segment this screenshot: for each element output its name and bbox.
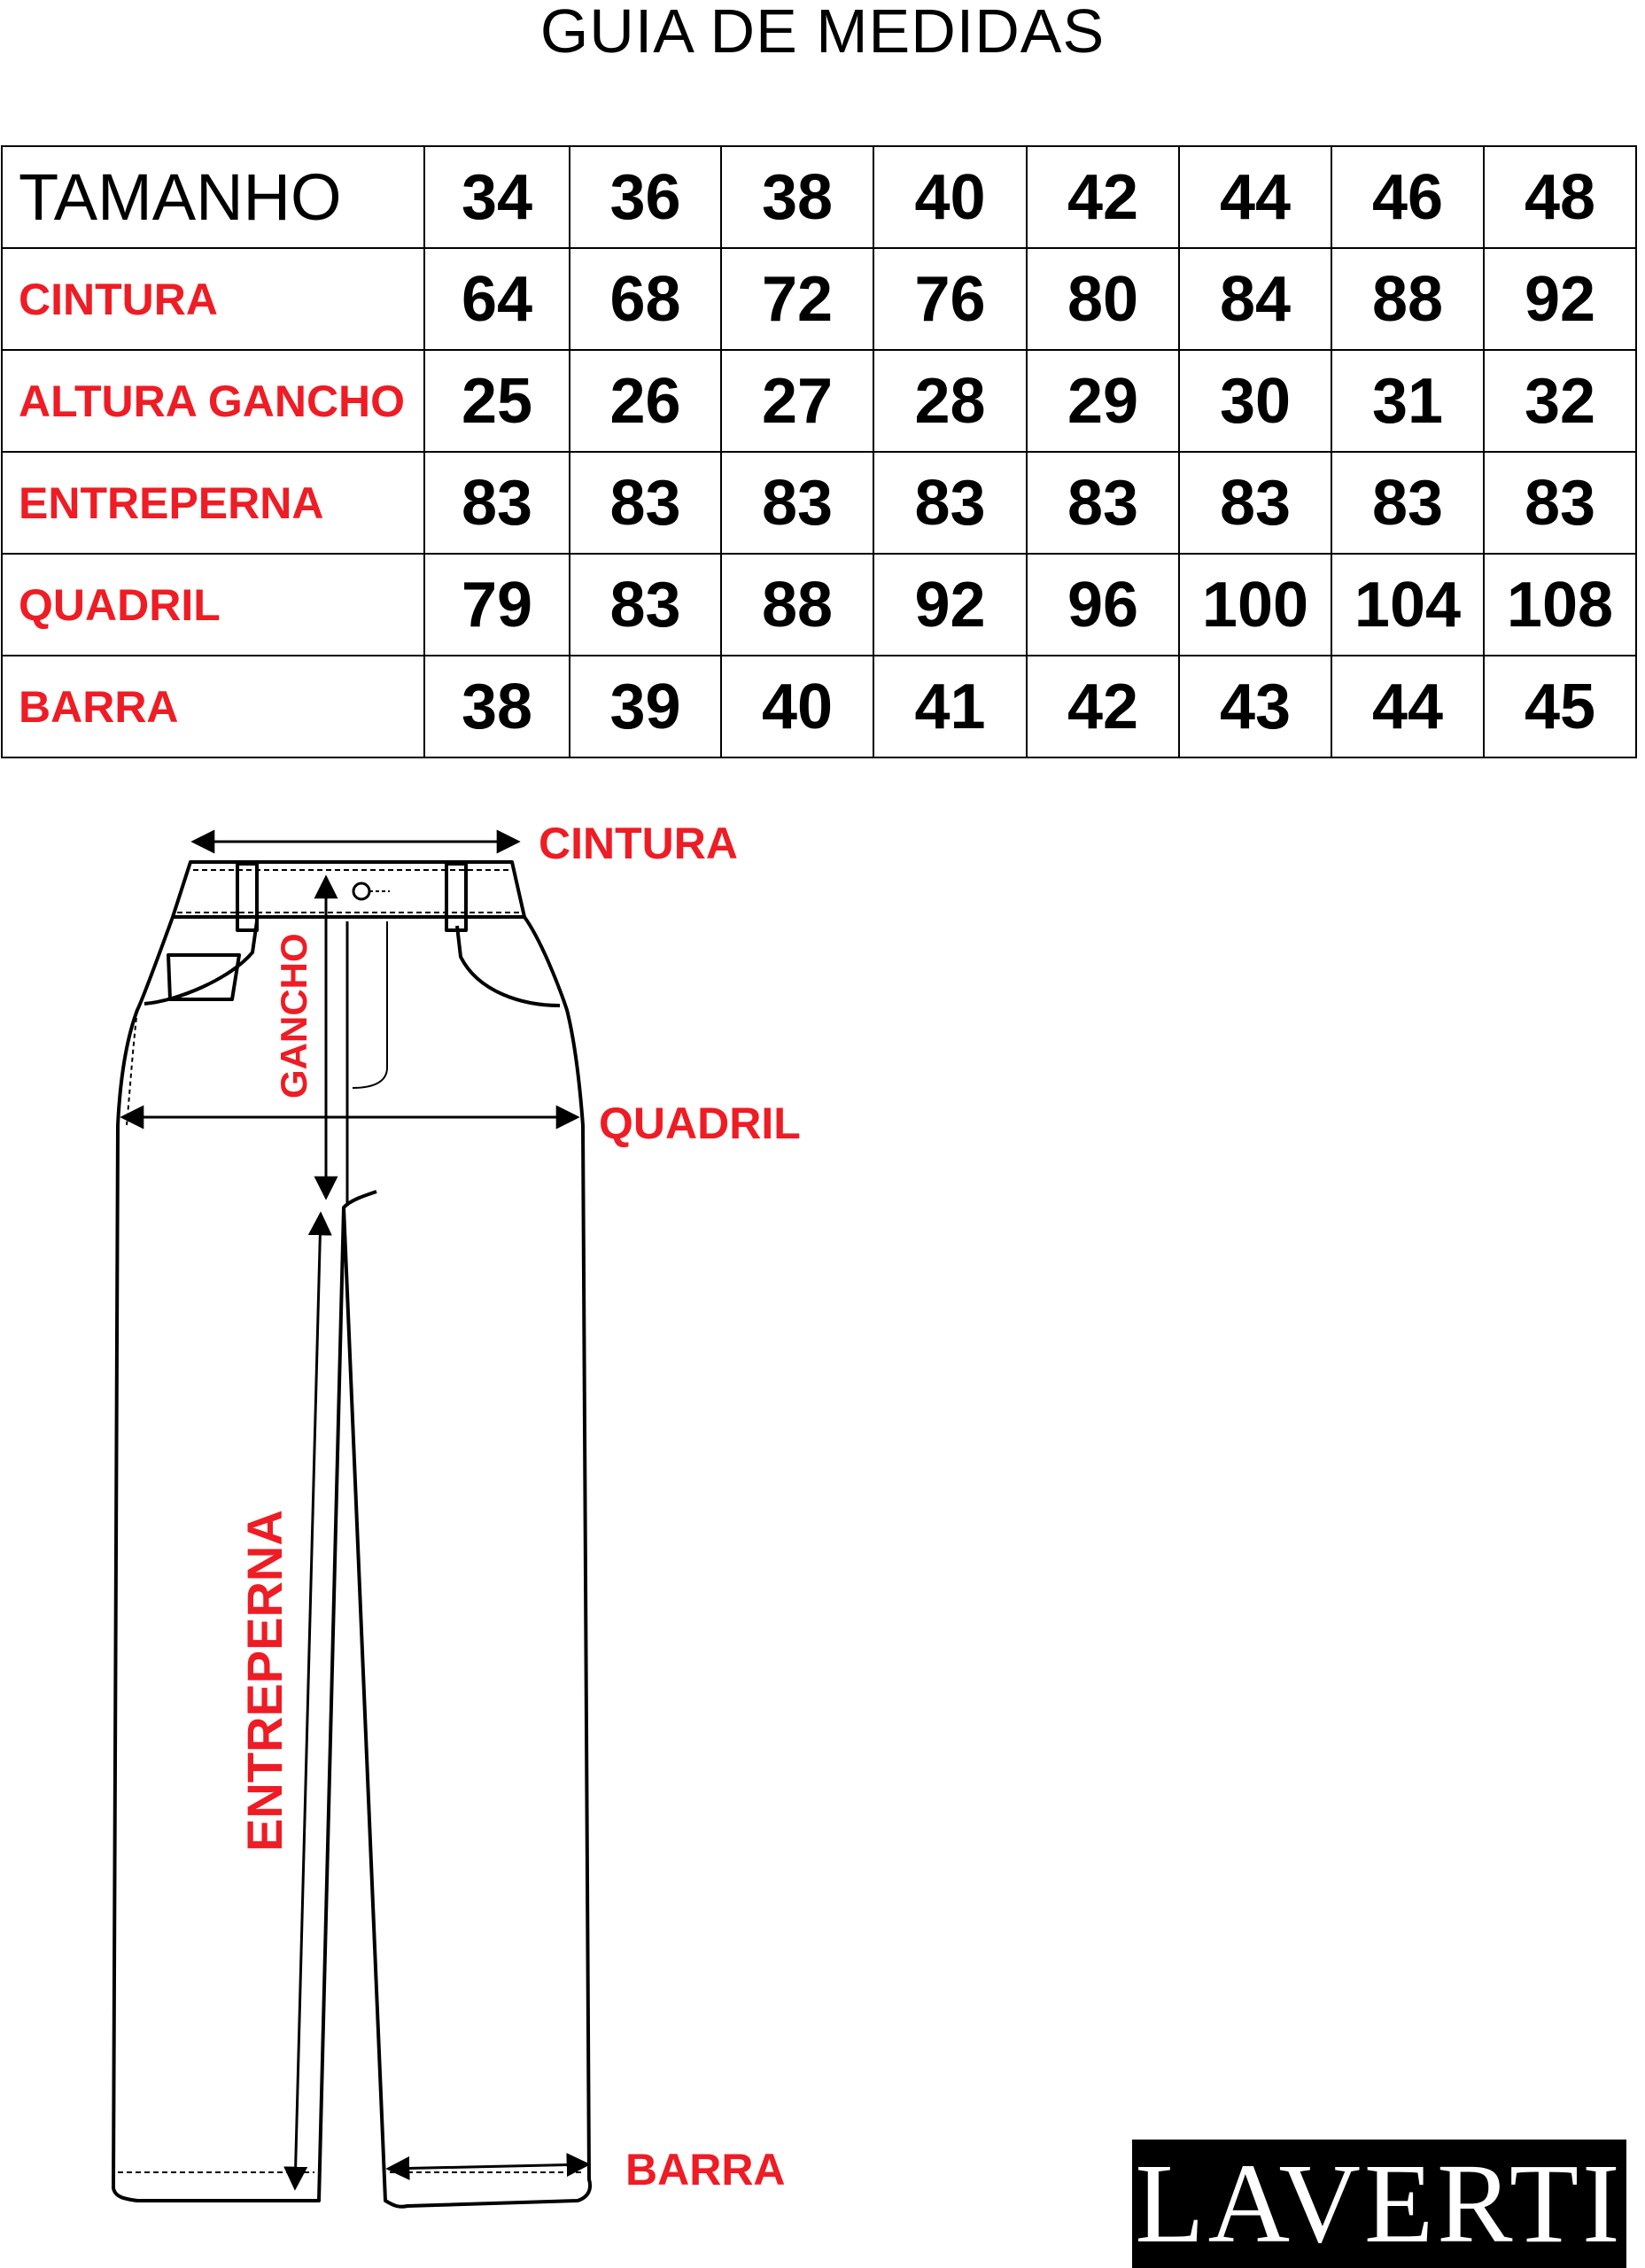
value-cell: 72	[721, 248, 873, 350]
value-cell: 28	[873, 350, 1027, 452]
tamanho-label: TAMANHO	[19, 160, 342, 234]
brand-logo: LAVERTI	[1132, 2140, 1626, 2268]
value-cell: 45	[1484, 656, 1636, 757]
entreperna-arrow	[295, 1214, 321, 2188]
size-cell: 40	[873, 146, 1027, 248]
value-cell: 88	[721, 554, 873, 656]
value-cell: 83	[1484, 452, 1636, 554]
diagram-barra-label: BARRA	[625, 2145, 786, 2194]
size-cell: 44	[1179, 146, 1331, 248]
barra-arrow	[388, 2164, 588, 2169]
value-cell: 80	[1027, 248, 1179, 350]
value-cell: 88	[1331, 248, 1484, 350]
quadril-label: QUADRIL	[19, 579, 221, 630]
value-cell: 38	[424, 656, 570, 757]
value-cell: 42	[1027, 656, 1179, 757]
altura-gancho-label: ALTURA GANCHO	[19, 376, 406, 426]
value-cell: 32	[1484, 350, 1636, 452]
size-cell: 46	[1331, 146, 1484, 248]
value-cell: 83	[570, 554, 721, 656]
size-cell: 38	[721, 146, 873, 248]
value-cell: 83	[873, 452, 1027, 554]
value-cell: 26	[570, 350, 721, 452]
value-cell: 31	[1331, 350, 1484, 452]
pants-outline	[113, 862, 590, 2207]
size-cell: 42	[1027, 146, 1179, 248]
value-cell: 79	[424, 554, 570, 656]
value-cell: 39	[570, 656, 721, 757]
value-cell: 83	[1331, 452, 1484, 554]
value-cell: 100	[1179, 554, 1331, 656]
value-cell: 104	[1331, 554, 1484, 656]
value-cell: 40	[721, 656, 873, 757]
diagram-cintura-label: CINTURA	[539, 819, 738, 868]
value-cell: 43	[1179, 656, 1331, 757]
value-cell: 27	[721, 350, 873, 452]
value-cell: 30	[1179, 350, 1331, 452]
size-cell: 34	[424, 146, 570, 248]
diagram-gancho-label: GANCHO	[273, 933, 314, 1099]
page-title: GUIA DE MEDIDAS	[539, 0, 1106, 66]
value-cell: 64	[424, 248, 570, 350]
size-cell: 36	[570, 146, 721, 248]
cintura-label: CINTURA	[19, 274, 218, 324]
value-cell: 44	[1331, 656, 1484, 757]
size-cell: 48	[1484, 146, 1636, 248]
value-cell: 96	[1027, 554, 1179, 656]
value-cell: 68	[570, 248, 721, 350]
value-cell: 92	[1484, 248, 1636, 350]
entreperna-label: ENTREPERNA	[19, 478, 324, 528]
value-cell: 83	[1179, 452, 1331, 554]
value-cell: 76	[873, 248, 1027, 350]
value-cell: 29	[1027, 350, 1179, 452]
value-cell: 92	[873, 554, 1027, 656]
value-cell: 83	[1027, 452, 1179, 554]
diagram-entreperna-label: ENTREPERNA	[237, 1510, 292, 1852]
value-cell: 83	[424, 452, 570, 554]
barra-label: BARRA	[19, 681, 179, 732]
value-cell: 83	[570, 452, 721, 554]
value-cell: 25	[424, 350, 570, 452]
value-cell: 83	[721, 452, 873, 554]
diagram-quadril-label: QUADRIL	[599, 1099, 801, 1148]
value-cell: 108	[1484, 554, 1636, 656]
value-cell: 41	[873, 656, 1027, 757]
value-cell: 84	[1179, 248, 1331, 350]
